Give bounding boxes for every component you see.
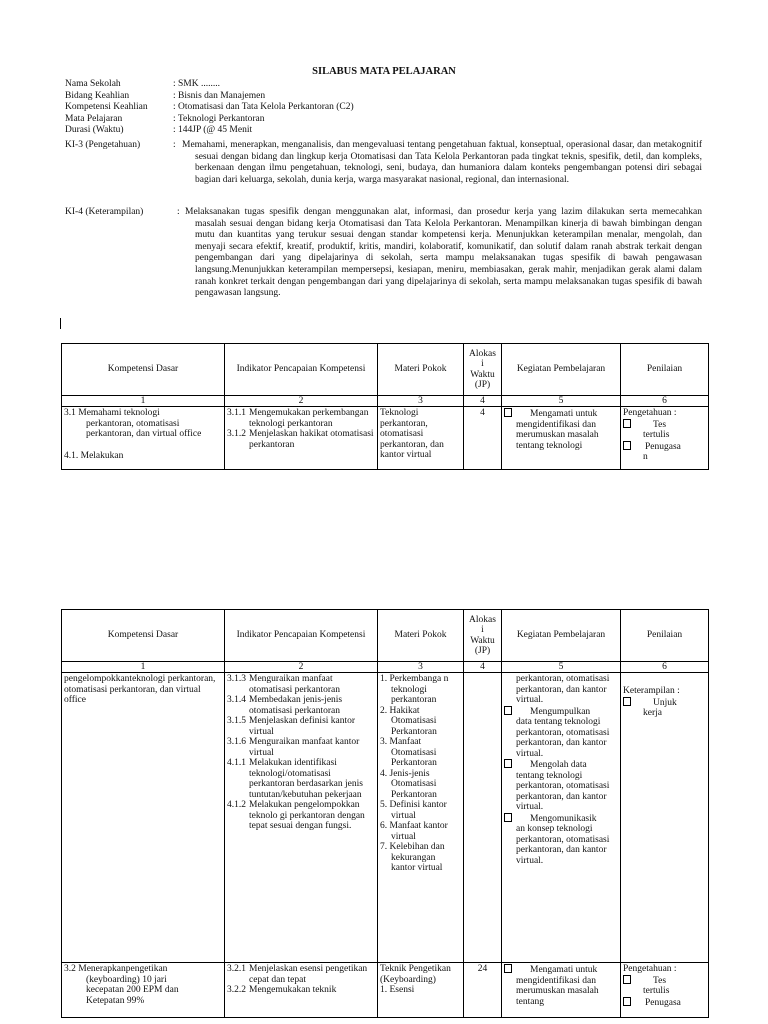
indikator-number: 3.1.2 [227,429,246,439]
indikator-text: Menjelaskan esensi pengetikan cepat dan tepat [249,964,368,985]
header-kompetensi-dasar: Kompetensi Dasar [62,344,225,396]
header-indikator: Indikator Pencapaian Kompetensi [225,344,378,396]
alokasi-cell: 24 [464,963,502,1018]
kd-line: kecepatan 200 EPM dan [86,985,179,995]
penilaian-item: Penugasa [623,441,706,453]
identity-block [65,79,354,137]
syllabus-table-1 [61,343,709,470]
indikator-item [227,408,375,429]
penilaian-item: Unjuk [623,697,706,709]
kegiatan-text: mengidentifikasi dan merumuskan masalah tentang [516,975,599,1007]
info-row-duration [65,125,354,137]
checkbox-icon [504,408,512,417]
kd-line: Ketepatan 99% [86,995,145,1006]
column-number-row [62,396,709,407]
column-number: 3 [378,396,464,407]
kegiatan-item [504,759,618,771]
penilaian-cell [621,407,709,470]
kegiatan-text: an konsep teknologi perkantoran, otomatisasi perkantoran, dan kantor virtual. [516,824,610,866]
indikator-number: 4.1.2 [227,800,246,810]
alokasi-line: i [481,359,484,369]
alokasi-line: Waktu [470,369,495,380]
table-header-row [62,344,709,396]
checkbox-icon [504,706,512,715]
checkbox-icon [504,964,512,973]
header-kompetensi-dasar: Kompetensi Dasar [62,610,225,662]
list-item: 1. Esensi [380,985,415,995]
list-item: 1. Perkembanga n teknologi perkantoran [380,674,449,705]
ki4-label: KI-4 (Keterampilan) [65,207,144,217]
info-label: Bidang Keahlian [65,90,130,101]
info-value: : SMK ........ [173,79,220,89]
checkbox-icon [623,441,631,450]
indikator-number: 3.1.1 [227,408,246,418]
indikator-item [227,800,375,832]
kegiatan-text: Mengolah data [530,760,587,770]
column-number: 6 [621,662,709,673]
table-row [62,963,709,1018]
penilaian-title: Keterampilan : [623,686,680,696]
indikator-number: 3.2.2 [227,985,246,995]
kegiatan-text: Mengamati untuk [530,965,598,975]
indikator-number: 3.2.1 [227,964,246,974]
materi-cell [378,673,464,963]
ki4-block [65,207,705,317]
header-kegiatan: Kegiatan Pembelajaran [502,610,621,662]
indikator-item [227,737,375,758]
materi-list [380,985,461,996]
list-item: 4. Jenis-jenis Otomatisasi Perkantoran [380,768,437,800]
list-item: 6. Manfaat kantor virtual [380,821,448,842]
kegiatan-text: data tentang teknologi perkantoran, otomatisasi perkantoran, dan kantor virtual. [516,717,610,759]
text-cursor [60,318,61,329]
alokasi-line: Alokas [469,614,496,625]
penilaian-item-cont: tertulis [643,986,670,996]
ki3-text: Memahami, menerapkan, menganalisis, dan mengevaluasi tentang pengetahuan faktual, konseptual, operasional dasar, dan metakognitif sesuai dengan bidang dan lingkup kerja Otomatisasi dan Tata Kelola Perkantoran pada tingkat teknis, spesifik, detil, dan kompleks, berkenaan dengan ilmu pengetahuan, teknologi, seni, budaya, dan humaniora dalam konteks pengembangan potensi diri sebagai bagian dari keluarga, sekolah, dunia kerja, warga masyarakat nasional, regional, dan internasional. [182,140,702,185]
indikator-number: 3.1.5 [227,716,246,726]
penilaian-cell [621,963,709,1018]
penilaian-item: Tes [623,419,706,431]
column-number: 2 [225,662,378,673]
kd-line: perkantoran, otomatisasi [86,418,180,429]
list-item: 7. Kelebihan dan kekurangan kantor virtual [380,842,445,873]
kegiatan-text: Mengomunikasik [530,813,597,824]
ki3-colon: : [173,140,176,150]
indikator-item [227,674,375,695]
kegiatan-text: mengidentifikasi dan merumuskan masalah tentang teknologi [516,419,599,451]
ki3-block [65,140,705,202]
column-number: 4 [464,396,502,407]
indikator-number: 3.1.4 [227,695,246,705]
header-kegiatan: Kegiatan Pembelajaran [502,344,621,396]
checkbox-icon [623,975,631,984]
column-number: 5 [502,662,621,673]
alokasi-line: i [481,625,484,635]
kegiatan-cell [502,407,621,470]
kd-line: perkantoran, dan virtual office [86,429,202,439]
syllabus-table-2 [61,609,709,1018]
indikator-text: Melakukan pengelompokkan teknolo gi perkantoran dengan tepat sesuai dengan fungsi. [249,800,365,831]
indikator-text: Mengemukakan teknik [249,985,337,995]
indikator-number: 4.1.1 [227,758,246,768]
header-alokasi-waktu [464,344,502,396]
info-label: Mata Pelajaran [65,113,123,124]
table-row [62,407,709,470]
materi-text: Teknologi perkantoran, otomatisasi perkantoran, dan kantor virtual [380,408,444,460]
checkbox-icon [623,697,631,706]
info-row-subject [65,114,354,126]
indikator-item [227,758,375,800]
table-header-row [62,610,709,662]
penilaian-item-cont: n [643,452,648,462]
alokasi-cell [464,673,502,963]
checkbox-icon [623,419,631,428]
indikator-cell [225,407,378,470]
indikator-text: Menguraikan manfaat otomatisasi perkantoran [249,674,341,695]
alokasi-line: (JP) [474,380,491,390]
kegiatan-text: Mengamati untuk [530,409,598,419]
indikator-text: Menjelaskan definisi kantor virtual [249,716,356,737]
info-value: : 144JP (@ 45 Menit [173,125,253,135]
penilaian-item: Penugasa [623,997,706,1009]
info-row-field [65,91,354,103]
materi-list [380,674,461,874]
kegiatan-item [504,706,618,718]
info-value: : Otomatisasi dan Tata Kelola Perkantoran (C2) [173,102,354,112]
column-number-row [62,662,709,673]
table-row [62,673,709,963]
penilaian-title: Pengetahuan : [623,964,677,974]
alokasi-cell: 4 [464,407,502,470]
checkbox-icon [504,813,512,822]
kegiatan-cell [502,963,621,1018]
column-number: 3 [378,662,464,673]
header-indikator: Indikator Pencapaian Kompetensi [225,610,378,662]
kd-cell [62,407,225,470]
indikator-item [227,716,375,737]
indikator-cell [225,673,378,963]
penilaian-cell [621,673,709,963]
kd-line: 3.2 Menerapkanpengetikan [64,964,168,974]
kegiatan-item [504,964,618,976]
materi-title: Teknik Pengetikan (Keyboarding) [380,964,451,985]
indikator-text: Melakukan identifikasi teknologi/otomatisasi perkantoran berdasarkan jenis tuntutan/kebutuhan pekerjaan [249,758,363,800]
kegiatan-text: perkantoran, otomatisasi perkantoran, dan kantor virtual. [516,674,610,705]
alokasi-line: Waktu [470,635,495,646]
kd-line: 3.1 Memahami teknologi [64,408,160,418]
header-alokasi-waktu [464,610,502,662]
column-number: 2 [225,396,378,407]
penilaian-item-cont: kerja [643,708,662,718]
header-materi-pokok: Materi Pokok [378,610,464,662]
info-label: Nama Sekolah [65,79,121,89]
indikator-text: Menjelaskan hakikat otomatisasi perkantoran [249,429,374,450]
kegiatan-item [504,408,618,420]
ki4-colon: : [177,207,180,217]
penilaian-item: Tes [623,975,706,987]
kegiatan-item [504,813,618,825]
header-penilaian: Penilaian [621,610,709,662]
alokasi-line: Alokas [469,348,496,359]
kd-line: 4.1. Melakukan [64,450,124,461]
indikator-item [227,429,375,450]
checkbox-icon [504,759,512,768]
kd-cell [62,673,225,963]
header-materi-pokok: Materi Pokok [378,344,464,396]
indikator-number: 3.1.3 [227,674,246,684]
column-number: 5 [502,396,621,407]
kd-cell [62,963,225,1018]
penilaian-item-cont: tertulis [643,430,670,440]
list-item: 3. Manfaat Otomatisasi Perkantoran [380,737,437,768]
checkbox-icon [623,997,631,1006]
kegiatan-cell [502,673,621,963]
info-row-school [65,79,354,91]
info-row-competency [65,102,354,114]
indikator-item [227,985,375,996]
column-number: 4 [464,662,502,673]
ki3-label: KI-3 (Pengetahuan) [65,140,141,150]
column-number: 6 [621,396,709,407]
ki4-text: Melaksanakan tugas spesifik dengan menggunakan alat, informasi, dan prosedur kerja yang lazim dilakukan serta memecahkan masalah sesuai dengan bidang kerja Otomatisasi dan Tata Kelola Perkantoran. Menampilkan kinerja di bawah bimbingan dengan mutu dan kuantitas yang terukur sesuai dengan standar kompetensi kerja. Menunjukkan keterampilan menalar, mengolah, dan menyaji secara efektif, kreatif, produktif, kritis, mandiri, kolaboratif, komunikatif, dan solutif dalam ranah abstrak terkait dengan pengembangan dari yang dipelajarinya di sekolah, serta mampu melaksanakan tugas spesifik di bawah pengawasan langsung.Menunjukkan keterampilan mempersepsi, kesiapan, meniru, membiasakan, gerak mahir, menjadikan gerak alami dalam ranah konkret terkait dengan pengembangan dari yang dipelajarinya di sekolah, serta mampu melaksanakan tugas spesifik di bawah pengawasan langsung. [185,207,702,299]
materi-cell [378,963,464,1018]
column-number: 1 [62,396,225,407]
list-item: 5. Definisi kantor virtual [380,800,447,821]
list-item: 2. Hakikat Otomatisasi Perkantoran [380,705,437,737]
indikator-item [227,964,375,985]
column-number: 1 [62,662,225,673]
indikator-text: Membedakan jenis-jenis otomatisasi perkantoran [249,695,343,716]
info-value: : Bisnis dan Manajemen [173,90,266,101]
kegiatan-text: Mengumpulkan [530,706,591,717]
kegiatan-text: tentang teknologi perkantoran, otomatisasi perkantoran, dan kantor virtual. [516,770,610,812]
info-value: : Teknologi Perkantoran [173,113,265,124]
info-label: Durasi (Waktu) [65,125,124,135]
penilaian-title: Pengetahuan : [623,408,677,418]
kd-text: pengelompokkanteknologi perkantoran, otomatisasi perkantoran, dan virtual office [64,674,216,705]
indikator-cell [225,963,378,1018]
indikator-item [227,695,375,716]
document-title: SILABUS MATA PELAJARAN [312,66,456,77]
alokasi-line: (JP) [474,646,491,656]
header-penilaian: Penilaian [621,344,709,396]
info-label: Kompetensi Keahlian [65,102,148,112]
indikator-text: Mengemukakan perkembangan teknologi perkantoran [249,408,369,429]
materi-cell [378,407,464,470]
indikator-number: 3.1.6 [227,737,246,747]
kd-line: (keyboarding) 10 jari [86,974,167,985]
indikator-text: Menguraikan manfaat kantor virtual [249,737,360,758]
